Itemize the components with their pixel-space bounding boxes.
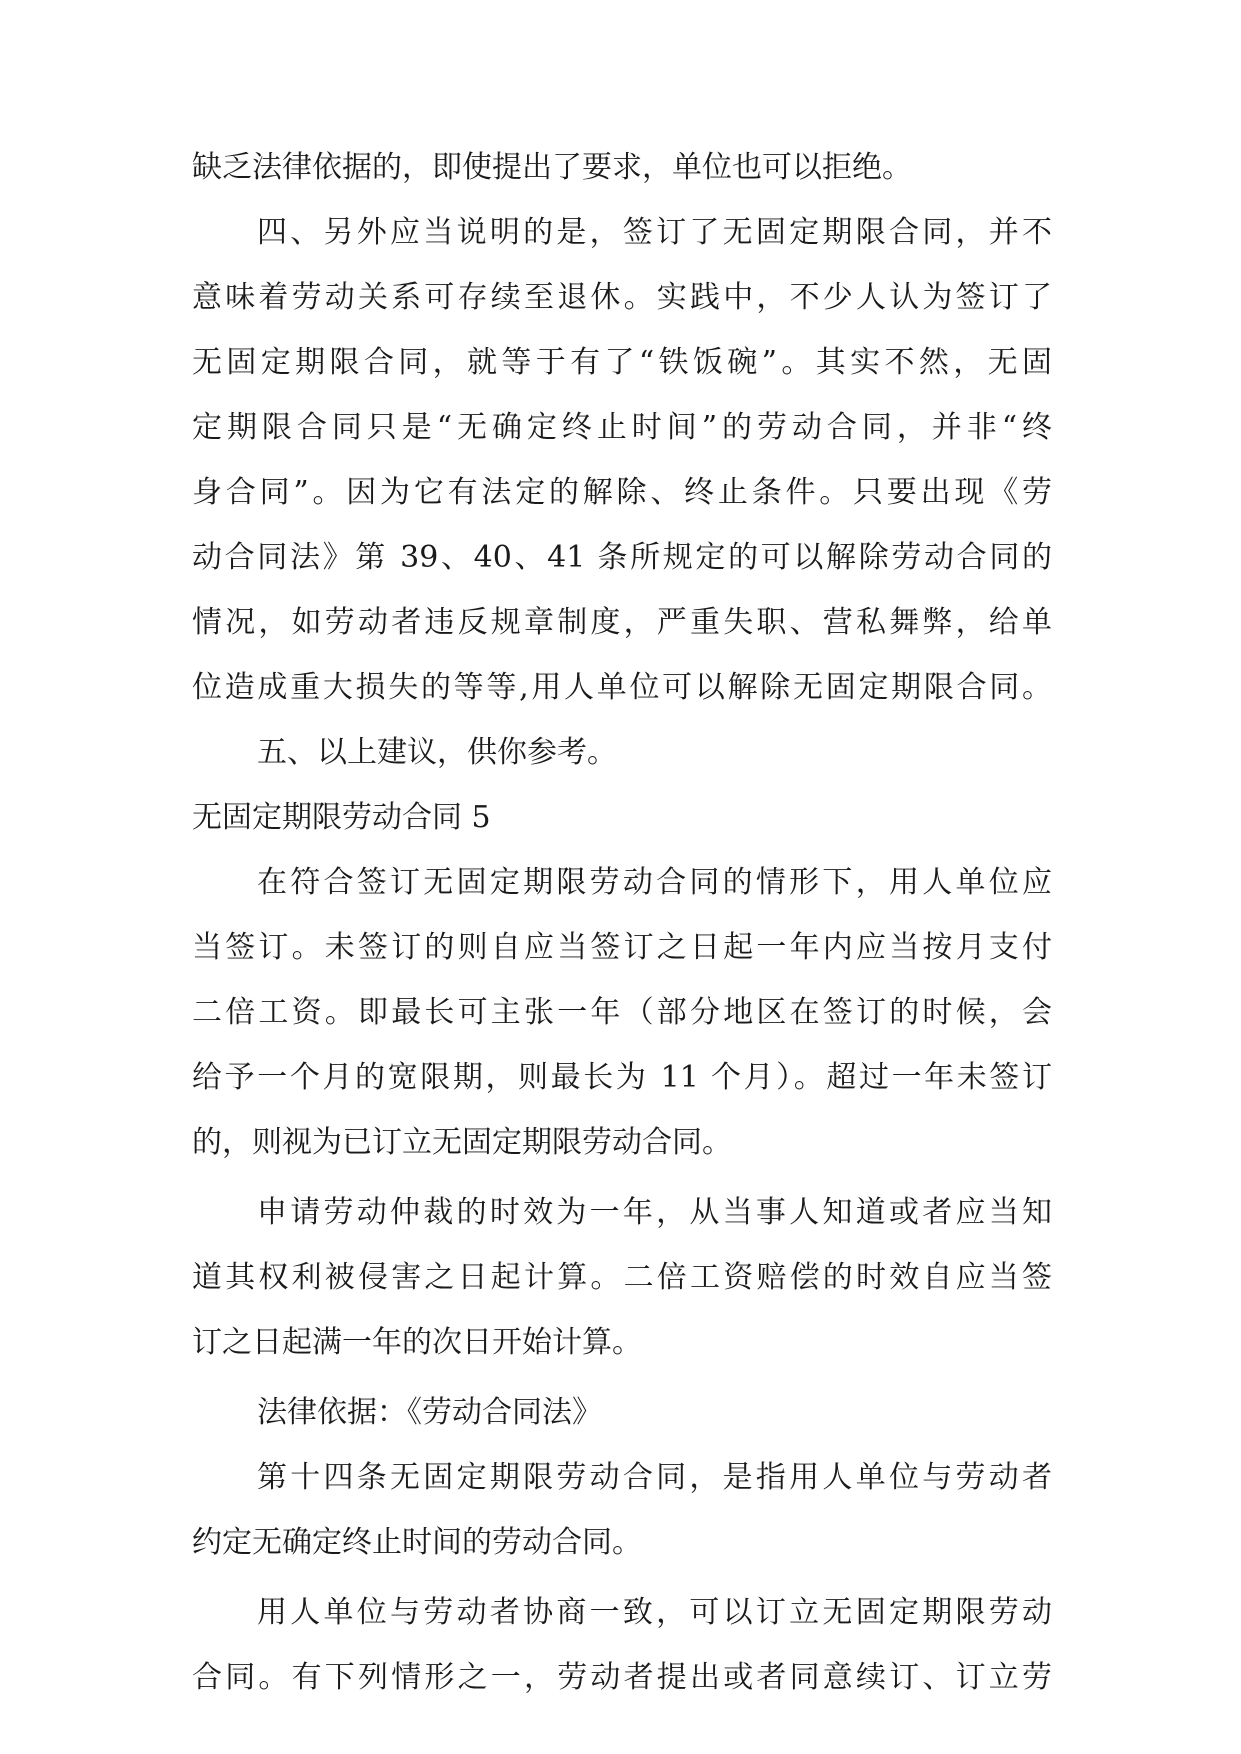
text-line: 道其权利被侵害之日起计算。二倍工资赔偿的时效自应当签 bbox=[192, 1260, 1052, 1295]
text-line: 动合同法》第 39、40、41 条所规定的可以解除劳动合同的 bbox=[192, 540, 1052, 575]
text-line: 合同。有下列情形之一，劳动者提出或者同意续订、订立劳 bbox=[192, 1660, 1052, 1695]
text-line: 位造成重大损失的等等,用人单位可以解除无固定期限合同。 bbox=[192, 670, 1052, 705]
text-line: 无固定期限合同，就等于有了“铁饭碗”。其实不然，无固 bbox=[192, 345, 1052, 380]
text-line: 定期限合同只是“无确定终止时间”的劳动合同，并非“终 bbox=[192, 410, 1052, 445]
text-line: 身合同”。因为它有法定的解除、终止条件。只要出现《劳 bbox=[192, 475, 1052, 510]
paragraph-start: 申请劳动仲裁的时效为一年，从当事人知道或者应当知 bbox=[257, 1195, 1052, 1230]
text-line: 给予一个月的宽限期，则最长为 11 个月）。超过一年未签订 bbox=[192, 1060, 1052, 1095]
section-heading: 无固定期限劳动合同 5 bbox=[192, 800, 491, 835]
text-line: 约定无确定终止时间的劳动合同。 bbox=[192, 1525, 642, 1560]
paragraph-start: 法律依据：《劳动合同法》 bbox=[257, 1395, 602, 1430]
text-line: 意味着劳动关系可存续至退休。实践中，不少人认为签订了 bbox=[192, 280, 1052, 315]
text-line: 的，则视为已订立无固定期限劳动合同。 bbox=[192, 1125, 732, 1160]
paragraph-start: 用人单位与劳动者协商一致，可以订立无固定期限劳动 bbox=[257, 1595, 1052, 1630]
text-line: 订之日起满一年的次日开始计算。 bbox=[192, 1325, 642, 1360]
text-line: 当签订。未签订的则自应当签订之日起一年内应当按月支付 bbox=[192, 930, 1052, 965]
paragraph-start: 在符合签订无固定期限劳动合同的情形下，用人单位应 bbox=[257, 865, 1052, 900]
text-line: 情况，如劳动者违反规章制度，严重失职、营私舞弊，给单 bbox=[192, 605, 1052, 640]
paragraph-start: 第十四条无固定期限劳动合同，是指用人单位与劳动者 bbox=[257, 1460, 1052, 1495]
text-line: 二倍工资。即最长可主张一年（部分地区在签订的时候，会 bbox=[192, 995, 1052, 1030]
paragraph-start: 五、以上建议，供你参考。 bbox=[257, 735, 617, 770]
paragraph-start: 四、另外应当说明的是，签订了无固定期限合同，并不 bbox=[257, 215, 1052, 250]
text-line: 缺乏法律依据的，即使提出了要求，单位也可以拒绝。 bbox=[192, 150, 912, 185]
